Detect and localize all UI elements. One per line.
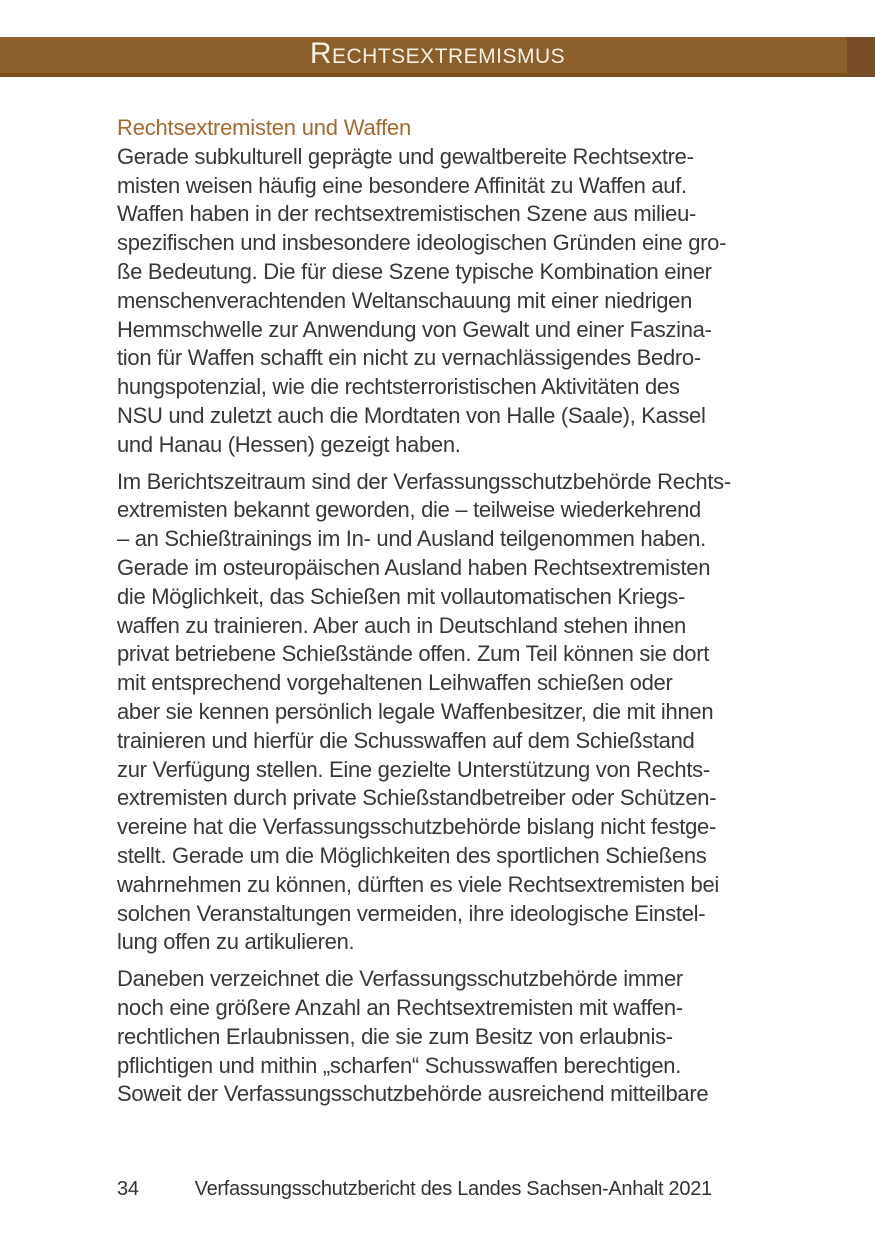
- text-line: mit entsprechend vorgehaltenen Leihwaffen schießen oder: [117, 670, 673, 696]
- text-line: extremisten bekannt geworden, die – teilweise wiederkehrend: [117, 497, 701, 523]
- header-edge-tab: [847, 37, 875, 77]
- text-line: Hemmschwelle zur Anwendung von Gewalt und einer Faszina-: [117, 316, 712, 342]
- chapter-title: Rechtsextremismus: [309, 37, 566, 70]
- text-line: Gerade im osteuropäischen Ausland haben Rechtsextremisten: [117, 554, 711, 580]
- text-line: waffen zu trainieren. Aber auch in Deutschland stehen ihnen: [117, 612, 686, 638]
- text-line: aber sie kennen persönlich legale Waffenbesitzer, die mit ihnen: [117, 698, 714, 724]
- section-heading: Rechtsextremisten und Waffen: [117, 115, 411, 140]
- paragraph: [117, 965, 765, 1109]
- paragraph: [117, 468, 765, 958]
- text-line: trainieren und hierfür die Schusswaffen auf dem Schießstand: [117, 727, 695, 753]
- text-line: wahrnehmen zu können, dürften es viele Rechtsextremisten bei: [117, 871, 720, 897]
- text-line: lung offen zu artikulieren.: [117, 929, 355, 955]
- text-line: vereine hat die Verfassungsschutzbehörde bislang nicht festge-: [117, 814, 717, 840]
- footer-title: Verfassungsschutzbericht des Landes Sachsen-Anhalt 2021: [194, 1178, 712, 1200]
- page-number: 34: [117, 1178, 139, 1200]
- chapter-header-bar: [0, 37, 875, 77]
- text-line: Daneben verzeichnet die Verfassungsschutzbehörde immer: [117, 966, 683, 992]
- text-line: Im Berichtszeitraum sind der Verfassungsschutzbehörde Rechts-: [117, 468, 731, 494]
- text-line: und Hanau (Hessen) gezeigt haben.: [117, 431, 461, 457]
- text-line: rechtlichen Erlaubnissen, die sie zum Besitz von erlaubnis-: [117, 1023, 673, 1049]
- text-line: ße Bedeutung. Die für diese Szene typische Kombination einer: [117, 258, 712, 284]
- text-line: pflichtigen und mithin „scharfen“ Schusswaffen berechtigen.: [117, 1052, 682, 1078]
- page-footer: [117, 1178, 712, 1201]
- text-line: noch eine größere Anzahl an Rechtsextremisten mit waffen-: [117, 994, 683, 1020]
- text-line: privat betriebene Schießstände offen. Zum Teil können sie dort: [117, 641, 710, 667]
- text-line: menschenverachtenden Weltanschauung mit einer niedrigen: [117, 287, 693, 313]
- text-line: extremisten durch private Schießstandbetreiber oder Schützen-: [117, 785, 717, 811]
- text-line: die Möglichkeit, das Schießen mit vollautomatischen Kriegs-: [117, 583, 686, 609]
- text-line: spezifischen und insbesondere ideologischen Gründen eine gro-: [117, 230, 727, 256]
- text-line: stellt. Gerade um die Möglichkeiten des sportlichen Schießens: [117, 842, 707, 868]
- text-line: NSU und zuletzt auch die Mordtaten von Halle (Saale), Kassel: [117, 402, 706, 428]
- text-line: – an Schießtrainings im In- und Ausland teilgenommen haben.: [117, 526, 706, 552]
- paragraph: [117, 143, 765, 460]
- text-line: misten weisen häufig eine besondere Affinität zu Waffen auf.: [117, 172, 687, 198]
- text-line: Soweit der Verfassungsschutzbehörde ausreichend mitteilbare: [117, 1081, 709, 1107]
- text-line: Waffen haben in der rechtsextremistischen Szene aus milieu-: [117, 201, 697, 227]
- text-line: zur Verfügung stellen. Eine gezielte Unterstützung von Rechts-: [117, 756, 710, 782]
- text-line: tion für Waffen schafft ein nicht zu vernachlässigendes Bedro-: [117, 345, 701, 371]
- text-line: Gerade subkulturell geprägte und gewaltbereite Rechtsextre-: [117, 143, 694, 169]
- article-body: [117, 114, 765, 1109]
- text-line: solchen Veranstaltungen vermeiden, ihre ideologische Einstel-: [117, 900, 706, 926]
- text-line: hungspotenzial, wie die rechtsterroristischen Aktivitäten des: [117, 374, 680, 400]
